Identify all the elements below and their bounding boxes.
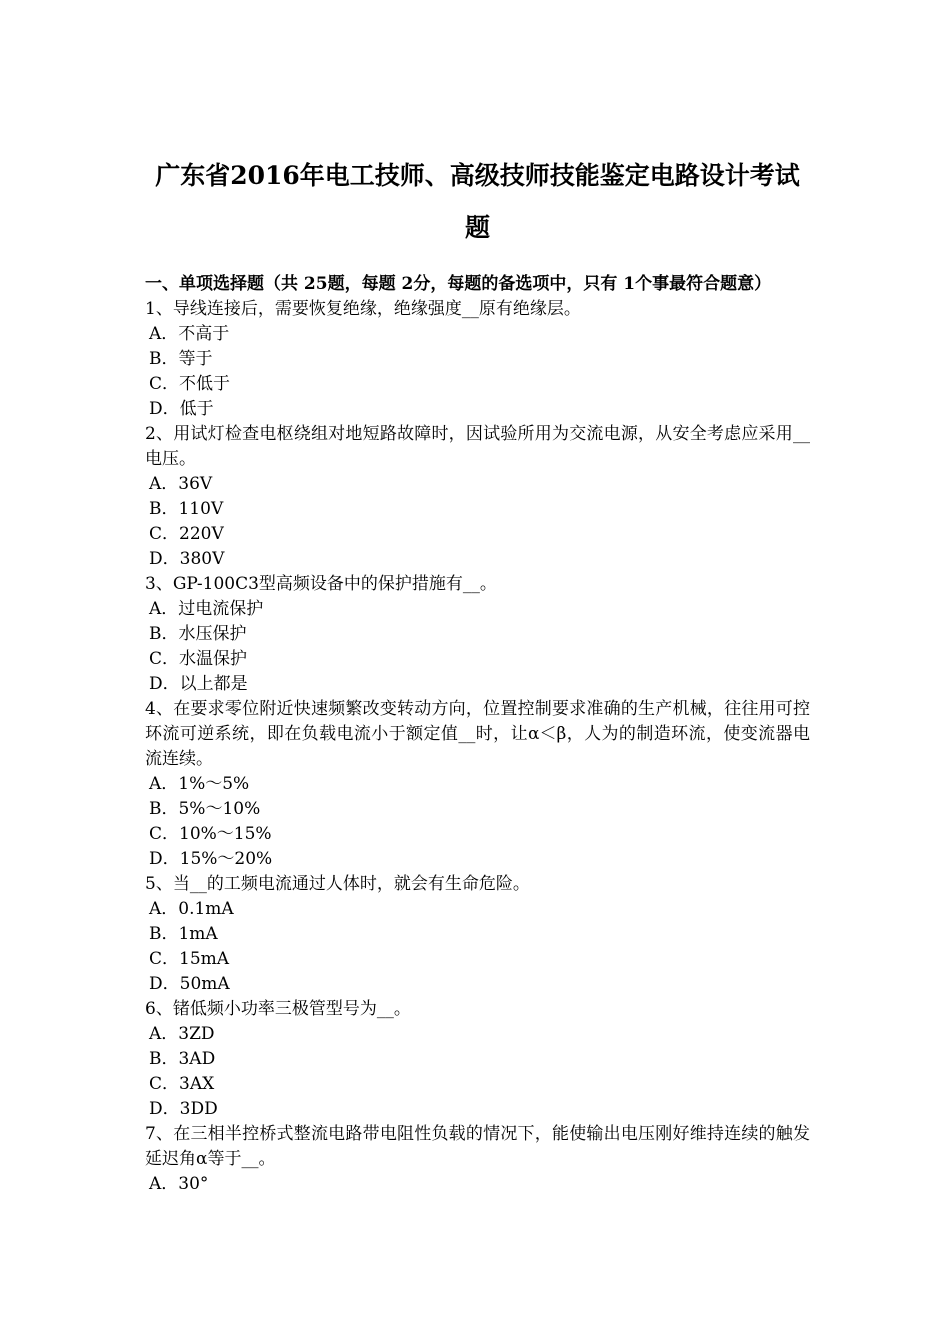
answer-option: B．1mA bbox=[149, 924, 218, 944]
document-body bbox=[145, 150, 810, 1197]
answer-option: D．3DD bbox=[149, 1099, 218, 1119]
question-item bbox=[145, 697, 810, 872]
question-item bbox=[145, 297, 810, 422]
answer-option: B．110V bbox=[149, 499, 224, 519]
answer-option: B．等于 bbox=[149, 349, 213, 369]
answer-option: C．水温保护 bbox=[149, 649, 248, 669]
question-text: 5、当__的工频电流通过人体时，就会有生命危险。 bbox=[145, 874, 530, 894]
answer-option: D．15%～20% bbox=[149, 849, 273, 869]
answer-option: A．0.1mA bbox=[149, 899, 234, 919]
answer-option: C．3AX bbox=[149, 1074, 215, 1094]
answer-option: A．过电流保护 bbox=[149, 599, 264, 619]
answer-option: A．3ZD bbox=[149, 1024, 215, 1044]
question-item bbox=[145, 1122, 810, 1197]
question-text: 1、导线连接后，需要恢复绝缘，绝缘强度__原有绝缘层。 bbox=[145, 299, 581, 319]
question-text: 3、GP-100C3型高频设备中的保护措施有__。 bbox=[145, 574, 497, 594]
question-text: 6、锗低频小功率三极管型号为__。 bbox=[145, 999, 411, 1019]
answer-option: B．5%～10% bbox=[149, 799, 261, 819]
answer-option: B．3AD bbox=[149, 1049, 216, 1069]
answer-option: D．380V bbox=[149, 549, 225, 569]
question-item bbox=[145, 872, 810, 997]
answer-option: D．以上都是 bbox=[149, 674, 248, 694]
answer-option: B．水压保护 bbox=[149, 624, 247, 644]
section-heading: 一、单项选择题（共 25题，每题 2分，每题的备选项中，只有 1个事最符合题意） bbox=[145, 274, 772, 294]
question-text: 7、在三相半控桥式整流电路带电阻性负载的情况下，能使输出电压刚好维持连续的触发延迟角α等于__。 bbox=[145, 1124, 810, 1169]
answer-option: A．不高于 bbox=[149, 324, 230, 344]
answer-option: D．低于 bbox=[149, 399, 214, 419]
question-list bbox=[145, 297, 810, 1197]
document-title: 广东省2016年电工技师、高级技师技能鉴定电路设计考试题 bbox=[155, 161, 800, 242]
question-text: 2、用试灯检查电枢绕组对地短路故障时，因试验所用为交流电源，从安全考虑应采用__电压。 bbox=[145, 424, 810, 469]
answer-option: A．30° bbox=[149, 1174, 209, 1194]
answer-option: A．36V bbox=[149, 474, 213, 494]
question-item bbox=[145, 997, 810, 1122]
answer-option: A．1%～5% bbox=[149, 774, 250, 794]
answer-option: D．50mA bbox=[149, 974, 230, 994]
answer-option: C．10%～15% bbox=[149, 824, 272, 844]
answer-option: C．15mA bbox=[149, 949, 230, 969]
answer-option: C．220V bbox=[149, 524, 224, 544]
question-item bbox=[145, 422, 810, 572]
answer-option: C．不低于 bbox=[149, 374, 231, 394]
question-item bbox=[145, 572, 810, 697]
question-text: 4、在要求零位附近快速频繁改变转动方向，位置控制要求准确的生产机械，往往用可控环流可逆系统，即在负载电流小于额定值__时，让α＜β，人为的制造环流，使变流器电流连续。 bbox=[145, 699, 810, 769]
